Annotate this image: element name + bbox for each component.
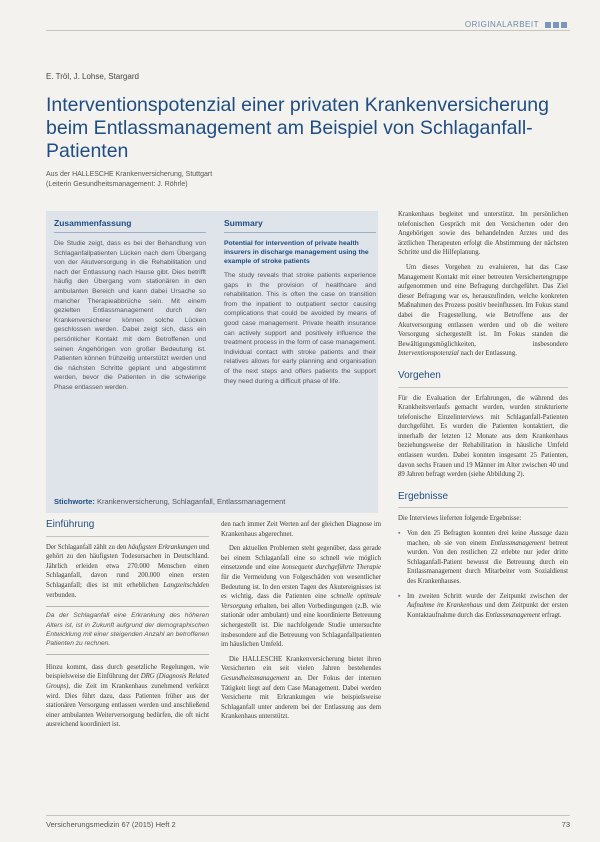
header-rule	[46, 30, 570, 31]
abstract-english-subtitle: Potential for intervention of private health insurers in discharge management using the example of stroke patients	[224, 240, 369, 265]
vorgehen-paragraph: Für die Evaluation der Erfahrungen, die während des Krankheitsverlaufs gemacht wurden, wurden strukturierte telefonische Einzelinterviews mit Schlaganfall-Patienten durchgeführt. Es wurden die Patienten kontaktiert, die innerhalb der letzten 12 Monate aus dem Krankenhaus beziehungsweise der Rehabilitation in häusliche Umfeld entlassen wurden. Dabei konnten insgesamt 25 Patienten, davon sechs Frauen und 19 Männer im Alter zwischen 40 und 89 Jahren befragt werden (siehe Abbildung 2).	[398, 394, 568, 479]
section-rule	[46, 536, 209, 537]
middle-paragraph-3: Die HALLESCHE Krankenversicherung bietet ihren Versicherten ein seit vielen Jahren bestehendes Gesundheitsmanagement an. Der Fokus der internen Tätigkeit liegt auf dem Case Management. Dabei werden Versicherte mit Erkrankungen wie beispielsweise Schlaganfall unter anderem bei der Entlassung aus dem Krankenhaus unterstützt.	[221, 655, 381, 721]
keywords-label: Stichworte:	[54, 497, 95, 506]
right-column	[398, 210, 568, 625]
section-heading-vorgehen: Vorgehen	[398, 369, 441, 381]
section-heading-einfuehrung: Einführung	[46, 519, 95, 530]
pull-quote: Da der Schlaganfall eine Erkrankung des höheren Alters ist, ist in Zukunft aufgrund der demographischen Entwicklung mit einer steigenden Anzahl an betroffenen Patienten zu rechnen.	[46, 606, 209, 655]
ergebnisse-intro: Die Interviews lieferten folgende Ergebnisse:	[398, 515, 522, 523]
article-title: Interventionspotenzial einer privaten Krankenversicherung beim Entlassmanagement am Beispiel von Schlaganfall-Patienten	[46, 94, 549, 162]
page-footer	[46, 820, 570, 829]
affiliation-line-1: Aus der HALLESCHE Krankenversicherung, Stuttgart	[46, 171, 213, 178]
left-column	[46, 520, 209, 735]
keywords	[54, 497, 370, 506]
section-rule	[398, 507, 568, 508]
results-list-item: ▪ Von den 25 Befragten konnten drei keine Aussage dazu machen, ob sie von einem Entlassmanagement betreut wurden. Von den restlichen 22 erlebte nur jeder dritte Schlaganfall-Patient bewusst die Betreuung durch ein Entlassmanagement durch Mitarbeiter vom Sozialdienst des Krankenhauses.	[398, 529, 568, 587]
article-affiliation	[46, 170, 306, 190]
abstract-box	[46, 211, 378, 513]
abstract-english-text: The study reveals that stroke patients experience gaps in the provision of healthcare and rehabilitation. This is often the case on transition from the inpatient to outpatient sector causing complications that could be avoided by means of good case management. Private health insurance can actively support and positively influence the treatment process in the form of case management. Individual contact with stroke patients and their relatives allows for early planning and organisation of the next steps and offers patients the support they need during a difficult phase of life.	[224, 272, 376, 385]
section-rule	[398, 387, 568, 388]
article-authors: E. Tröl, J. Lohse, Stargard	[46, 72, 139, 81]
section-heading-ergebnisse: Ergebnisse	[398, 490, 449, 502]
intro-paragraph-1: Der Schlaganfall zählt zu den häufigsten Erkrankungen und gehört zu den häufigsten Todesursachen in Deutschland. Jährlich erleiden etwa 270.000 Menschen einen Schlaganfall, davon rund 200.000 einen ersten Schlaganfall; dies ist mit erheblichen Langzeitschäden verbunden.	[46, 543, 210, 599]
right-paragraph-1: Krankenhaus begleitet und unterstützt. Im persönlichen telefonischen Gespräch mit den Versicherten oder den Angehörigen sowie des behandelnden Arztes und des ärztlichen Therapeuten erfolgt die Abstimmung der nächsten Schritte und die Hilfeplanung.	[398, 211, 568, 257]
affiliation-line-2: (Leiterin Gesundheitsmanagement: J. Röhrle)	[46, 181, 188, 188]
intro-paragraph-2: Hinzu kommt, dass durch gesetzliche Regelungen, wie beispielsweise die Einführung der DRG (Diagnosis Related Groups), die Zeit im Krankenhaus zunehmend verkürzt wird. Dies führt dazu, dass Patienten früher aus der stationären Versorgung entlassen werden und anschließend einer ambulanten Weiterversorgung bedürfen, die oft nicht ausreichend koordiniert ist.	[46, 663, 209, 729]
abstract-german-heading: Zusammenfassung	[54, 218, 206, 233]
results-list	[398, 529, 568, 620]
abstract-english-heading: Summary	[224, 218, 376, 233]
right-paragraph-2: Um dieses Vorgehen zu evaluieren, hat das Case Management Kontakt mit einer betreuten Versichertengruppe aufgenommen und eine Befragung durchgeführt. Das Ziel dieser Befragung war es, herauszufinden, welche konkreten Maßnahmen des Prozess positiv beeinflussen. Im Fokus stand dabei die Fragestellung, wie Betroffene aus der Akutversorgung entlassen werden und ob die weitere Versorgung sichergestellt ist. Im Fokus standen die Bewältigungsmöglichkeiten, insbesondere Interventionspotenzial nach der Entlassung.	[398, 263, 568, 358]
journal-citation: Versicherungsmedizin 67 (2015) Heft 2	[46, 820, 176, 829]
page-number: 73	[561, 820, 570, 829]
article-type-tag	[465, 20, 567, 29]
footer-rule	[46, 815, 570, 816]
abstract-german-text: Die Studie zeigt, dass es bei der Behandlung von Schlaganfallpatienten Lücken nach dem Übergang von der Akutversorgung in die Rehabilitation und nach der Entlassung nach Hause gibt. Dies betrifft häufig den Übergang vom stationären in den ambulanten Bereich und kann dabei Ursache so mancher Therapieabbrüche sein. Mit einem gezielten Entlassmanagement durch den Krankenversicherer können solche Lücken geschlossen werden. Dabei zeigt sich, dass ein persönlicher Kontakt mit dem Betroffenen und seinen Angehörigen von großer Bedeutung ist. Patienten können frühzeitig unterstützt werden und die nächsten Schritte geplant und abgestimmt werden, bevor die Patienten in die schwierige Phase entlassen werden.	[54, 240, 206, 391]
tag-squares-icon	[545, 22, 567, 28]
keywords-text: Krankenversicherung, Schlaganfall, Entlassmanagement	[96, 497, 286, 506]
middle-paragraph-2: Den aktuellen Problemen steht gegenüber, dass gerade bei einem Schlaganfall eine so schnell wie möglich einsetzende und eine konsequent durchgeführte Therapie für die Vermeidung von Folgeschäden von wesentlicher Bedeutung ist. In den ersten Tagen des Akutereignisses ist es wichtig, dass die Patienten eine schnelle optimale Versorgung erhalten, bei allen Vorbedingungen (z.B. wie stationär oder ambulant) und eine koordinierte Betreuung sichergestellt ist. Die nachfolgende Studie untersuchte insbesondere auf die Betreuung von Schlaganfallpatienten im häuslichen Umfeld.	[221, 545, 381, 649]
middle-column	[221, 520, 381, 727]
article-type-label: ORIGINALARBEIT	[464, 20, 539, 29]
results-list-item: ▪ Im zweiten Schritt wurde der Zeitpunkt zwischen der Aufnahme im Krankenhaus und dem Zeitpunkt der ersten Kontaktaufnahme durch das Entlassmanagement erfragt.	[398, 592, 568, 621]
middle-paragraph-1: den nach immer Zeit Werten auf der gleichen Diagnose im Krankenhaus abgerechnet.	[221, 521, 381, 538]
abstract-english	[224, 218, 376, 386]
abstract-german	[54, 218, 206, 393]
